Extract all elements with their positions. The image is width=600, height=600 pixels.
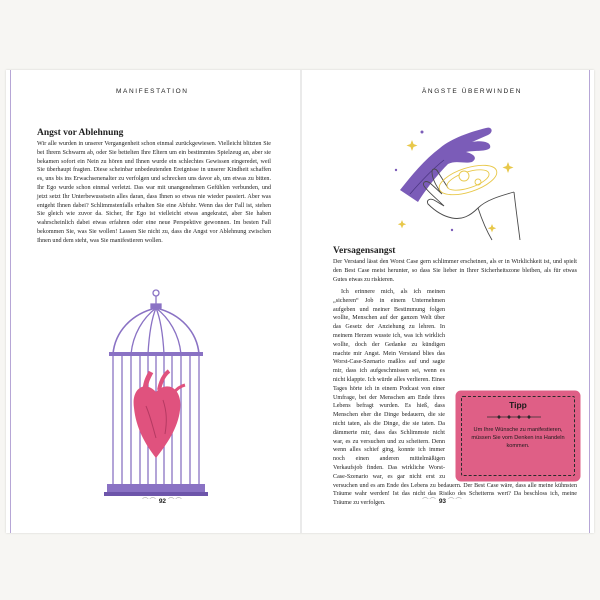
paragraph: Wir alle wurden in unserer Vergangenheit schon einmal zurückgewiesen. Vielleicht blitzten Sie bei Ihrem Schwarm ab, oder Sie bettelten Ihre Eltern um ein bestimmtes Spielzeug an, aber sie bekamen sofort ein Nein zu hören und Ihnen wurde ein schlechtes Gewissen eingeredet, weil Sie überhaupt fragten. Diese scheinbar unbedeutenden Ereignisse in unserer Kindheit schaffen es, uns bis ins Erwachsenenalter zu verfolgen und schrecken uns davor ab, um etwas zu bitten. Ihr Ego wurde schon einmal verletzt. Das war mit unangenehmen Gefühlen verbunden, und jetzt setzt Ihr Unterbewusstsein alles daran, dass Ihnen so etwas nie wieder passiert. Aber was entgeht Ihnen dabei? Schlimmstenfalls erhalten Sie eine Abfuhr. Wenn das der Fall ist, stehen Sie gleich wie zuvor da. Sicher, Ihr Ego ist vielleicht etwas angekratzt, aber Sie haben wahrscheinlich dabei etwas erfahren oder eine neue Perspektive gewonnen. Im besten Fall bekommen Sie, was Sie wollen! Lassen Sie nicht zu, dass die Angst vor Ablehnung zwischen Ihnen und dem steht, was Sie manifestieren wollen. (37, 141, 271, 244)
folio-ornament-icon: ⌒⌒ (142, 498, 157, 505)
upper-hand-icon (400, 128, 492, 202)
body-text-failure-top (333, 258, 577, 284)
book-spread (6, 70, 594, 533)
running-head-right: ÄNGSTE ÜBERWINDEN (422, 88, 523, 95)
left-page (6, 70, 300, 533)
folio-ornament-icon: ⌒⌒ (167, 498, 183, 505)
page-number-left (142, 496, 183, 505)
section-heading-failure: Versagensangst (333, 246, 396, 256)
reaching-hands-illustration (382, 120, 522, 245)
heart-icon (134, 371, 185, 458)
folio-ornament-icon: ⌒⌒ (422, 498, 437, 505)
paragraph: Ich erinnere mich, als ich meinen „sicheren“ Job in einem Unternehmen aufgeben und meiner Bestimmung folgen wollte, Menschen auf der ganzen Welt über das Gesetz der Anziehung zu lehren. In meinem Herzen wusste ich, was ich wirklich wollte, doch der Gedanke zu kündigen machte mir Angst. Mein Verstand blies das Worst-Case-Szenario maßlos auf und sagte mir, dass ich aufgeschmissen sei, wenn es nicht klappte. Ich würde alles verlieren. Eines Tages hörte ich in einem Podcast von einer Umfrage, bei der Menschen am Ende ihres Lebens befragt wurden. Es hieß, dass Menschen eher die Dinge bedauern, die sie nicht taten, als die Dinge, die sie taten. Da dämmerte mir, dass das Schlimmste nicht war, es zu versuchen und zu scheitern. Denn wenn alles schief ging, konnte ich immer noch einen anderen mittelmäßigen Verkaufsjob finden. Das wirkliche Worst-Case-Szenario war, es gar nicht erst zu versuchen und es am Ende des Lebens zu bedauern. Der Best Case wäre, dass alle meine kühnsten Träume wahr werden! Ist das nicht das Risiko des Scheiterns wert? Da beschloss ich, meine Träume zu verfolgen. (333, 289, 577, 507)
paragraph: Der Verstand lässt den Worst Case gern schlimmer erscheinen, als er in Wirklichkeit ist, und spielt den Best Case meist herunter, so dass Sie lieber in Ihrer Sicherheitszone bleiben, als für etwas Gutes etwas zu riskieren. (333, 259, 577, 283)
tipp-text: Um Ihre Wünsche zu manifestieren, müssen Sie vom Denken ins Handeln kommen. (471, 427, 565, 449)
folio-ornament-icon: ⌒⌒ (447, 498, 463, 505)
page-number-value: 92 (158, 498, 167, 505)
tipp-divider-ornament-icon (487, 414, 541, 420)
tipp-title: Tipp (509, 400, 527, 410)
section-heading-rejection: Angst vor Ablehnung (37, 128, 124, 138)
right-page (302, 70, 596, 533)
lower-hand-icon (423, 169, 520, 240)
page-number-right (422, 496, 463, 505)
heart-birdcage-illustration (101, 288, 211, 513)
tipp-box (457, 392, 579, 480)
page-number-value: 93 (438, 498, 447, 505)
running-head-left: MANIFESTATION (116, 88, 189, 95)
body-text-rejection (37, 140, 271, 246)
